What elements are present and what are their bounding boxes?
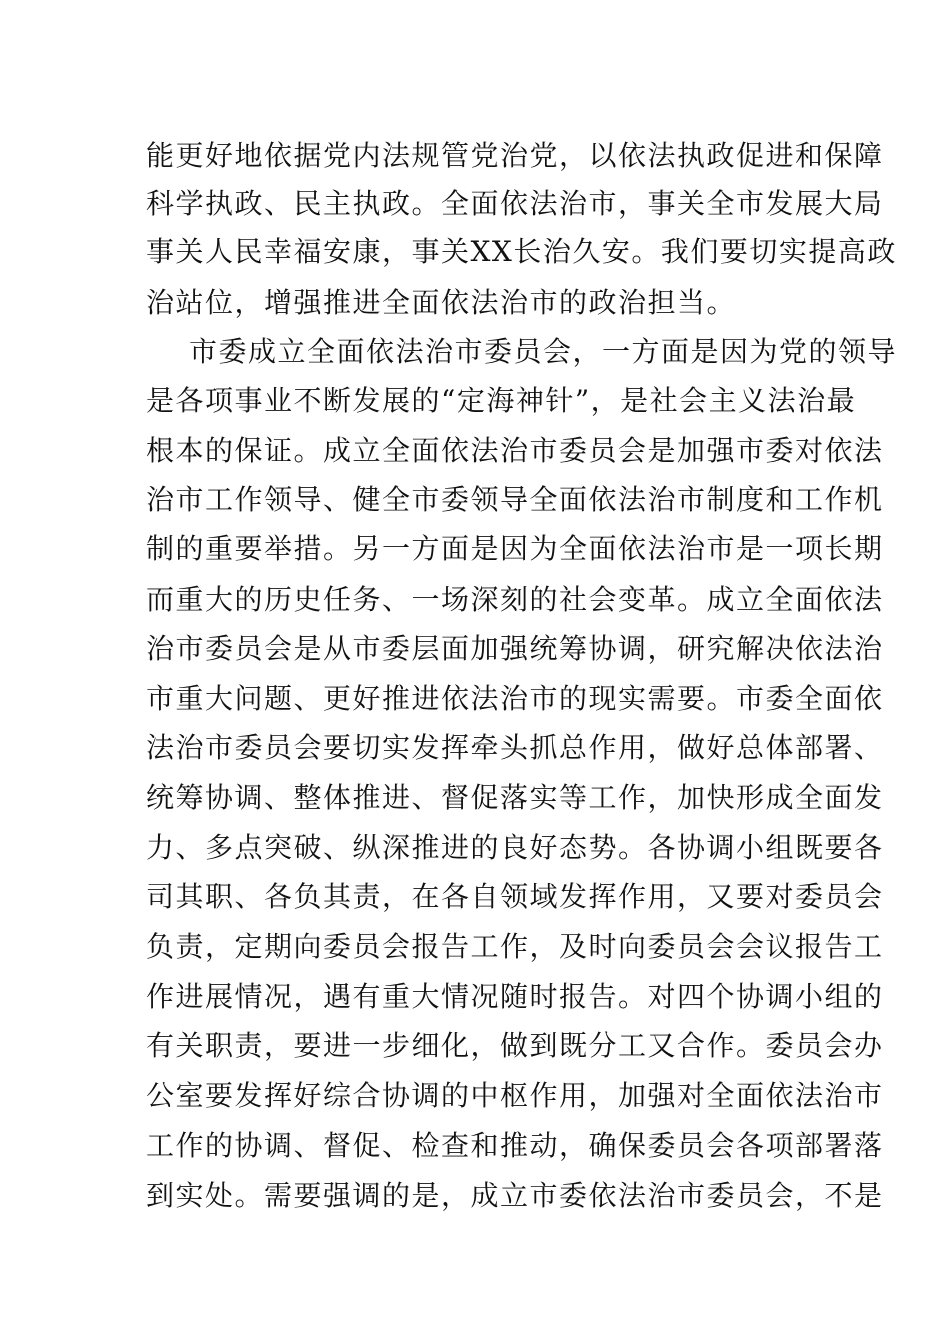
text-line: 而重大的历史任务、一场深刻的社会变革。成立全面依法 [146,583,884,616]
text-line: 制的重要举措。另一方面是因为全面依法治市是一项长期 [146,532,884,565]
text-line: 公室要发挥好综合协调的中枢作用，加强对全面依法治市 [146,1079,884,1112]
text-line: 科学执政、民主执政。全面依法治市，事关全市发展大局 [146,187,884,220]
text-line: 能更好地依据党内法规管党治党，以依法执政促进和保障 [146,139,884,172]
text-line: 司其职、各负其责，在各自领域发挥作用，又要对委员会 [146,880,884,913]
text-line: 法治市委员会要切实发挥牵头抓总作用，做好总体部署、 [146,731,884,764]
text-line: 负责，定期向委员会报告工作，及时向委员会会议报告工 [146,930,884,963]
text-line: 治市工作领导、健全市委领导全面依法治市制度和工作机 [146,483,884,516]
text-line: 治市委员会是从市委层面加强统筹协调，研究解决依法治 [146,632,884,665]
text-line: 根本的保证。成立全面依法治市委员会是加强市委对依法 [146,434,884,467]
text-line: 作进展情况，遇有重大情况随时报告。对四个协调小组的 [146,980,884,1013]
text-line: 力、多点突破、纵深推进的良好态势。各协调小组既要各 [146,831,884,864]
text-line: 事关人民幸福安康，事关XX长治久安。我们要切实提高政 [146,235,897,268]
text-line: 到实处。需要强调的是，成立市委依法治市委员会，不是 [146,1179,884,1212]
text-line: 是各项事业不断发展的“定海神针”，是社会主义法治最 [146,384,857,417]
text-line: 市重大问题、更好推进依法治市的现实需要。市委全面依 [146,682,884,715]
text-line: 治站位，增强推进全面依法治市的政治担当。 [146,286,737,319]
paragraph-first-line: 市委成立全面依法治市委员会，一方面是因为党的领导 [189,335,898,368]
text-line: 统筹协调、整体推进、督促落实等工作，加快形成全面发 [146,781,884,814]
text-line: 工作的协调、督促、检查和推动，确保委员会各项部署落 [146,1129,884,1162]
text-line: 有关职责，要进一步细化，做到既分工又合作。委员会办 [146,1029,884,1062]
